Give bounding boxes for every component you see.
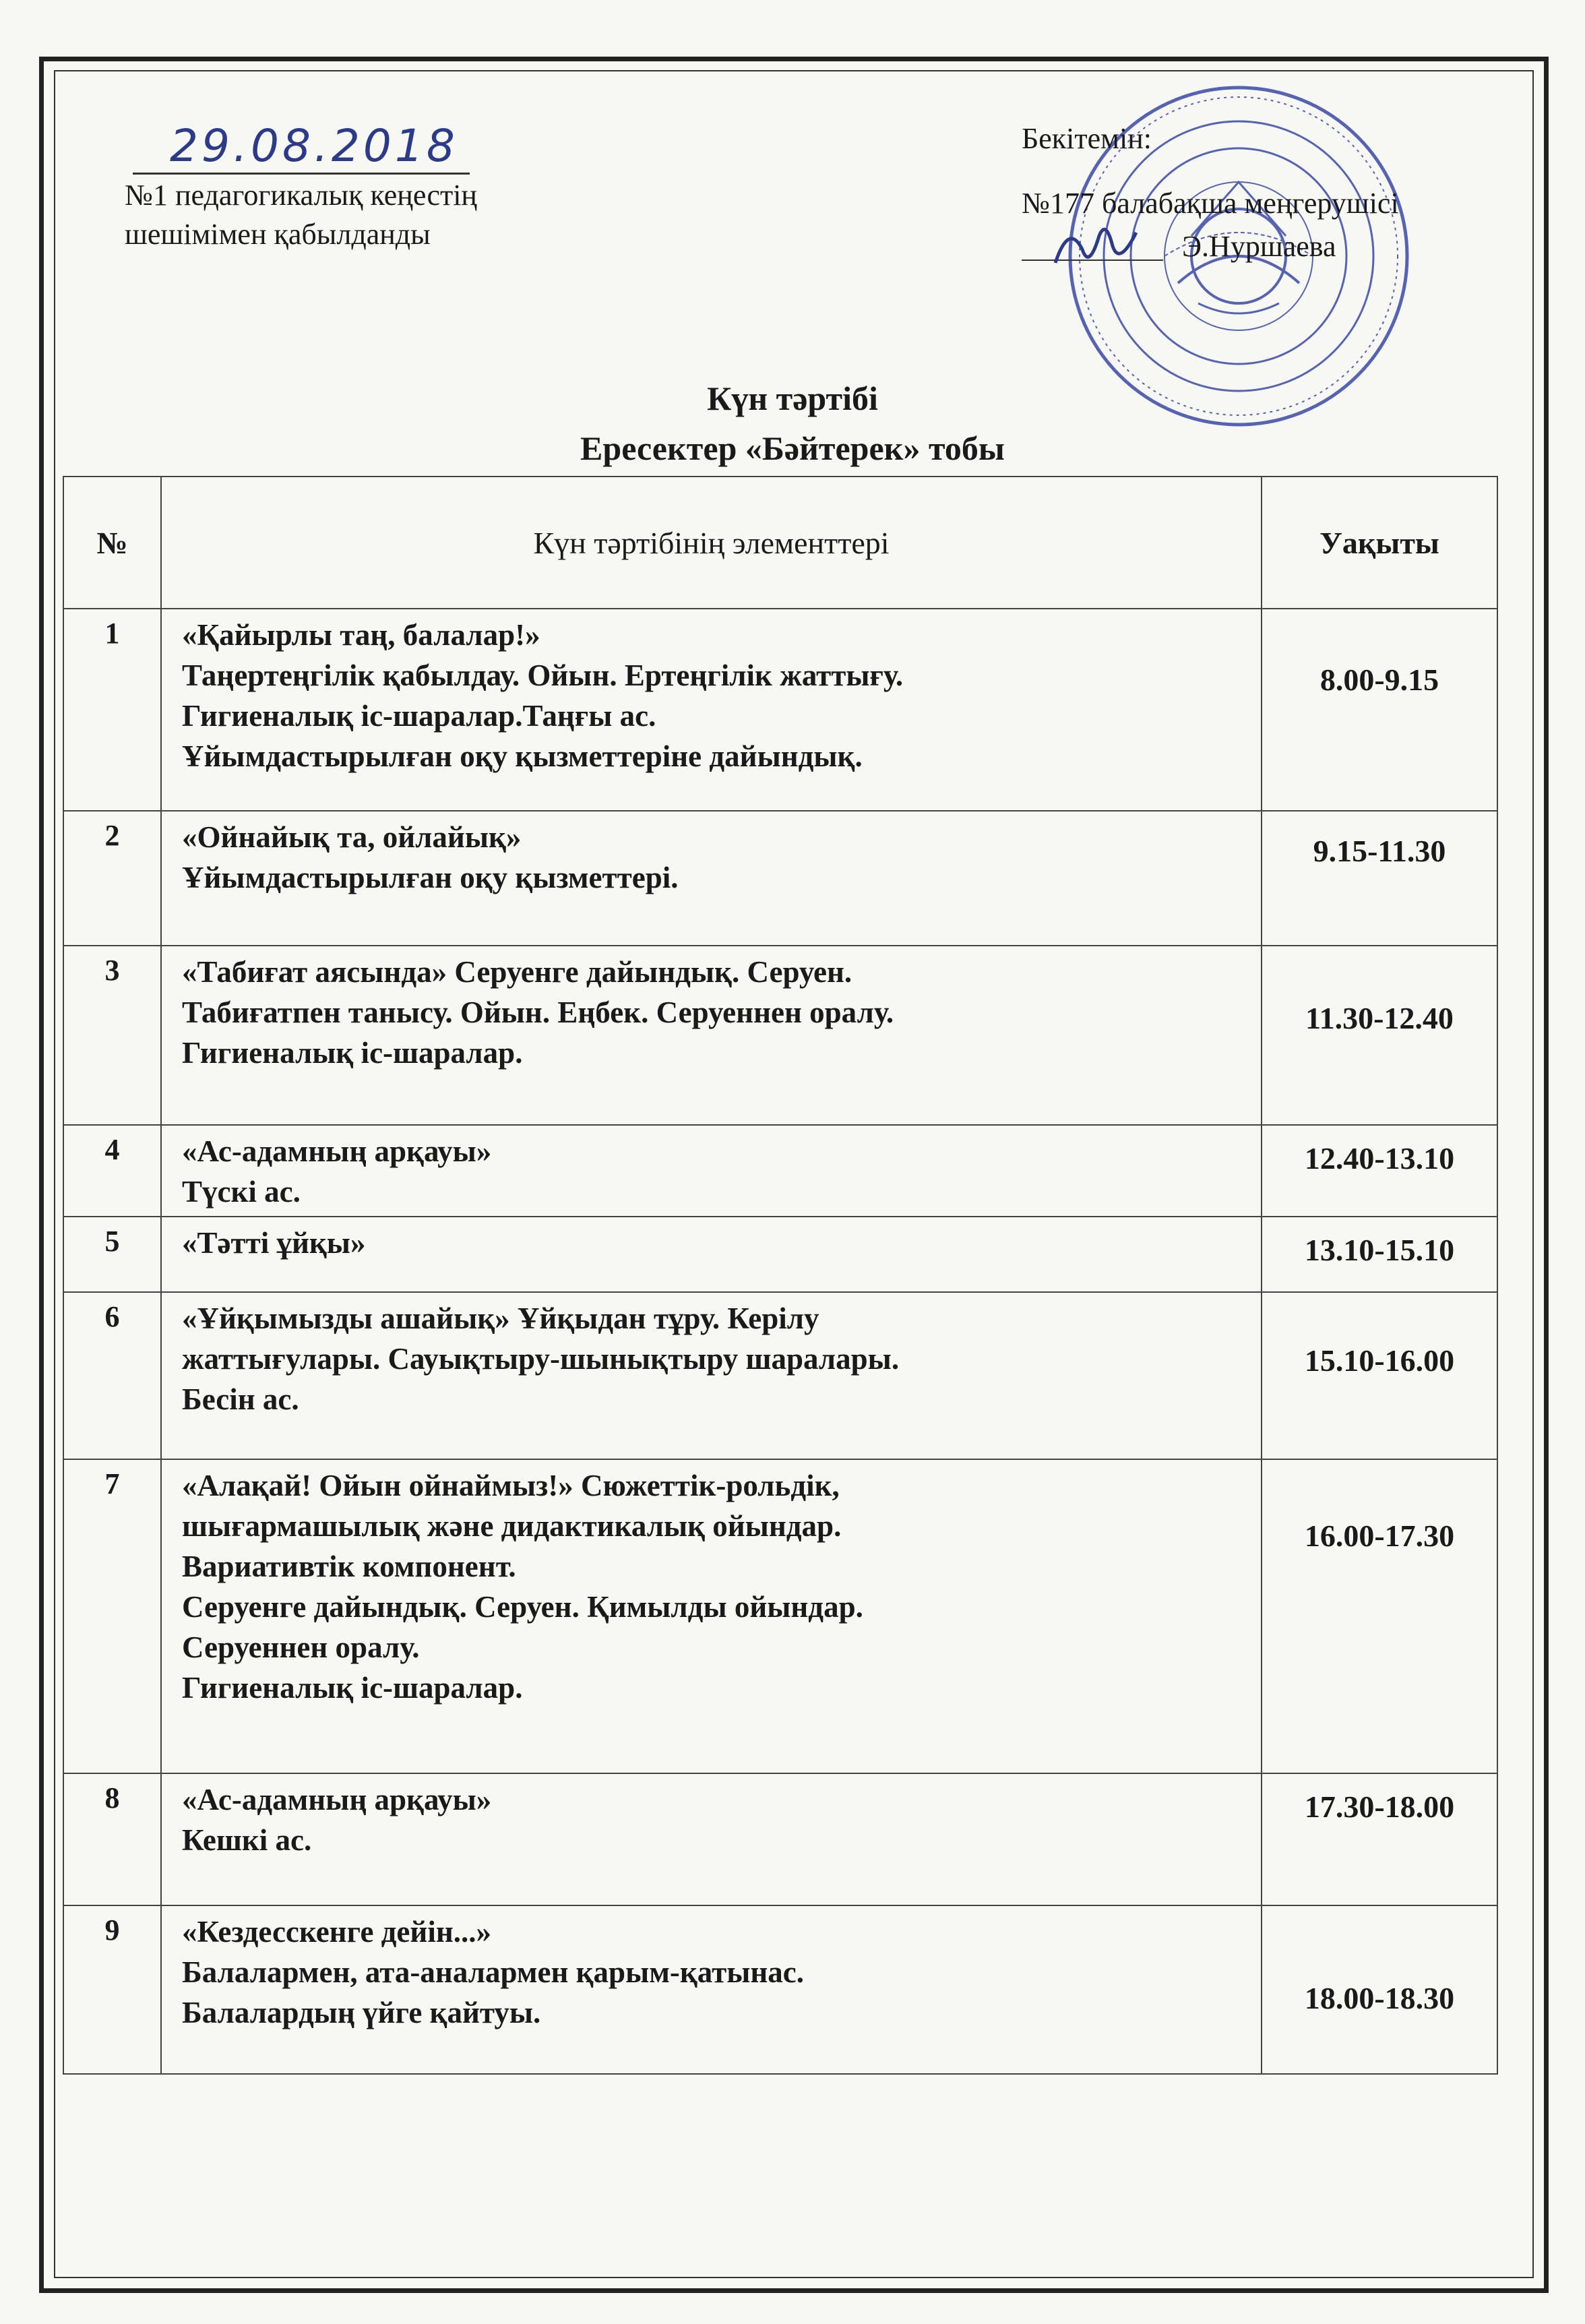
row-number: 8 [63, 1773, 161, 1905]
row-line: жаттығулары. Сауықтыру-шынықтыру шаралары. [182, 1342, 900, 1376]
row-description [161, 1125, 1262, 1217]
row-time: 15.10-16.00 [1262, 1292, 1497, 1459]
row-line: «Табиғат аясында» Серуенге дайындық. Серуен. [182, 955, 852, 989]
row-line: «Ұйқымызды ашайық» Ұйқыдан тұру. Керілу [182, 1302, 819, 1335]
row-line: Серуеннен оралу. [182, 1630, 420, 1664]
row-number: 6 [63, 1292, 161, 1459]
row-number: 9 [63, 1905, 161, 2074]
council-line-1: №1 педагогикалық кеңестің [125, 179, 477, 212]
row-description [161, 1773, 1262, 1905]
row-number: 4 [63, 1125, 161, 1217]
table-row [63, 1125, 1497, 1217]
table-row [63, 609, 1497, 811]
table-header-row [63, 477, 1497, 609]
table-row [63, 811, 1497, 946]
table-row [63, 1217, 1497, 1292]
row-description [161, 811, 1262, 946]
row-line: Гигиеналық іс-шаралар. [182, 1671, 523, 1705]
row-time: 11.30-12.40 [1262, 946, 1497, 1125]
row-line: Вариативтік компонент. [182, 1550, 516, 1583]
row-line: Кешкі ас. [182, 1823, 312, 1857]
row-line: «Ас-адамның арқауы» [182, 1134, 492, 1168]
row-description [161, 609, 1262, 811]
approved-label: Бекітемін: [1022, 122, 1152, 155]
row-line: шығармашылық және дидактикалық ойындар. [182, 1509, 842, 1543]
row-line: Ұйымдастырылған оқу қызметтері. [182, 861, 679, 894]
row-line: Табиғатпен танысу. Ойын. Еңбек. Серуеннен оралу. [182, 996, 894, 1029]
row-line: Бесін ас. [182, 1382, 299, 1416]
row-time: 13.10-15.10 [1262, 1217, 1497, 1292]
row-line: Балалармен, ата-аналармен қарым-қатынас. [182, 1955, 805, 1989]
row-time: 8.00-9.15 [1262, 609, 1497, 811]
row-number: 7 [63, 1459, 161, 1773]
row-line: «Ойнайық та, ойлайық» [182, 820, 522, 854]
row-time: 12.40-13.10 [1262, 1125, 1497, 1217]
table-row [63, 1292, 1497, 1459]
row-description [161, 1292, 1262, 1459]
header-time: Уақыты [1262, 477, 1497, 609]
row-line: Таңертеңгілік қабылдау. Ойын. Ертеңгілік жаттығу. [182, 659, 904, 692]
row-line: «Кездесскенге дейін...» [182, 1915, 492, 1949]
page-title: Күн тәртібі [707, 379, 878, 417]
row-line: Гигиеналық іс-шаралар.Таңғы ас. [182, 699, 656, 733]
row-line: «Қайырлы таң, балалар!» [182, 618, 540, 652]
table-row [63, 946, 1497, 1125]
row-time: 16.00-17.30 [1262, 1459, 1497, 1773]
row-line: Ұйымдастырылған оқу қызметтеріне дайындық. [182, 739, 863, 773]
group-subtitle: Ересектер «Бәйтерек» тобы [580, 429, 1005, 467]
council-line-2: шешімімен қабылданды [125, 218, 431, 251]
row-time: 17.30-18.00 [1262, 1773, 1497, 1905]
handwritten-date: 29.08.2018 [170, 120, 458, 172]
row-description [161, 1459, 1262, 1773]
row-line: «Ас-адамның арқауы» [182, 1783, 492, 1816]
row-line: Серуенге дайындық. Серуен. Қимылды ойындар. [182, 1590, 863, 1624]
row-time: 9.15-11.30 [1262, 811, 1497, 946]
row-number: 3 [63, 946, 161, 1125]
row-description [161, 946, 1262, 1125]
table-row [63, 1905, 1497, 2074]
row-line: «Тәтті ұйқы» [182, 1226, 366, 1260]
row-number: 5 [63, 1217, 161, 1292]
signer-name: Э.Нуршаева [1182, 230, 1336, 263]
row-line: Гигиеналық іс-шаралар. [182, 1036, 523, 1070]
table-row [63, 1459, 1497, 1773]
header-elements: Күн тәртібінің элементтері [161, 477, 1262, 609]
row-description [161, 1905, 1262, 2074]
row-description [161, 1217, 1262, 1292]
head-title: №177 балабақша меңгерушісі [1022, 187, 1399, 220]
row-line: Түскі ас. [182, 1175, 301, 1209]
row-line: «Алақай! Ойын ойнаймыз!» Сюжеттік-рольдік, [182, 1469, 840, 1502]
row-number: 1 [63, 609, 161, 811]
row-time: 18.00-18.30 [1262, 1905, 1497, 2074]
daily-schedule-table [63, 476, 1498, 2075]
row-line: Балалардың үйге қайтуы. [182, 1996, 541, 2029]
date-signature-line [133, 119, 470, 175]
table-row [63, 1773, 1497, 1905]
row-number: 2 [63, 811, 161, 946]
header-number: № [63, 477, 161, 609]
handwritten-signature-icon [1049, 216, 1143, 276]
